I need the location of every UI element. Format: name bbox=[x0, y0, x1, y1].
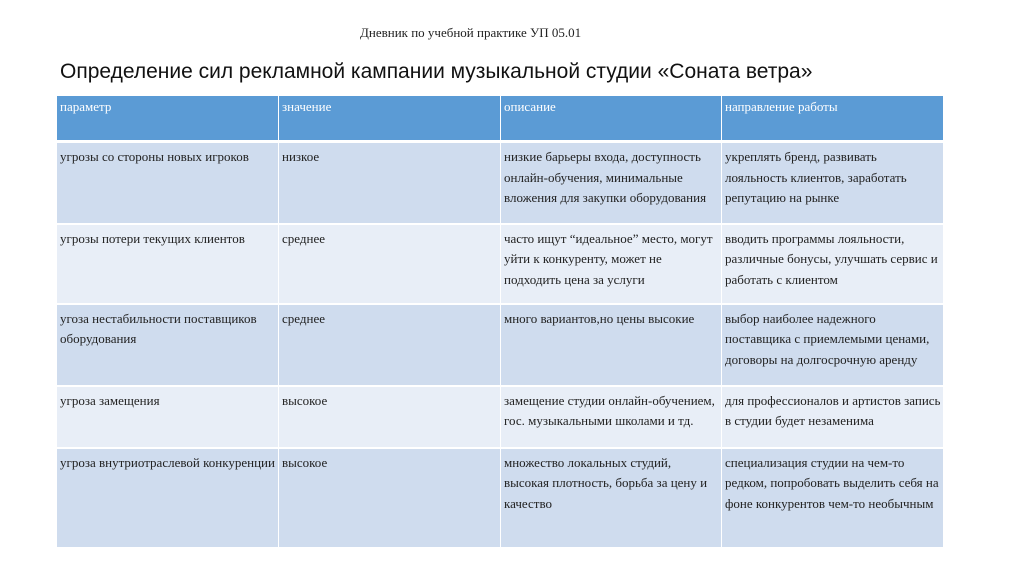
cell-value: высокое bbox=[279, 386, 501, 448]
cell-parameter: угрозы со стороны новых игроков bbox=[57, 142, 279, 224]
column-header-description: описание bbox=[501, 96, 722, 142]
table-row bbox=[57, 304, 944, 386]
column-header-direction: направление работы bbox=[722, 96, 944, 142]
column-header-value: значение bbox=[279, 96, 501, 142]
analysis-table bbox=[56, 96, 944, 549]
table-row bbox=[57, 142, 944, 224]
cell-description: замещение студии онлайн-обучением, гос. музыкальными школами и тд. bbox=[501, 386, 722, 448]
cell-value: среднее bbox=[279, 224, 501, 304]
cell-parameter: угрозы потери текущих клиентов bbox=[57, 224, 279, 304]
cell-direction: вводить программы лояльности, различные бонусы, улучшать сервис и работать с клиентом bbox=[722, 224, 944, 304]
cell-description: часто ищут “идеальное” место, могут уйти к конкуренту, может не подходить цена за услуги bbox=[501, 224, 722, 304]
cell-value: низкое bbox=[279, 142, 501, 224]
document-caption: Дневник по учебной практике УП 05.01 bbox=[360, 25, 582, 40]
table-header-row bbox=[57, 96, 944, 142]
page-title: Определение сил рекламной кампании музыкальной студии «Соната ветра» bbox=[60, 60, 813, 83]
column-header-parameter: параметр bbox=[57, 96, 279, 142]
cell-description: множество локальных студий, высокая плотность, борьба за цену и качество bbox=[501, 448, 722, 548]
table-row bbox=[57, 224, 944, 304]
cell-direction: для профессионалов и артистов запись в студии будет незаменима bbox=[722, 386, 944, 448]
cell-parameter: угроза замещения bbox=[57, 386, 279, 448]
cell-value: среднее bbox=[279, 304, 501, 386]
cell-parameter: угроза внутриотраслевой конкуренции bbox=[57, 448, 279, 548]
cell-direction: укреплять бренд, развивать лояльность клиентов, заработать репутацию на рынке bbox=[722, 142, 944, 224]
cell-parameter: угоза нестабильности поставщиков оборудования bbox=[57, 304, 279, 386]
cell-description: низкие барьеры входа, доступность онлайн-обучения, минимальные вложения для закупки оборудования bbox=[501, 142, 722, 224]
cell-direction: специализация студии на чем-то редком, попробовать выделить себя на фоне конкурентов чем-то необычным bbox=[722, 448, 944, 548]
table-row bbox=[57, 448, 944, 548]
cell-description: много вариантов,но цены высокие bbox=[501, 304, 722, 386]
table-row bbox=[57, 386, 944, 448]
cell-value: высокое bbox=[279, 448, 501, 548]
cell-direction: выбор наиболее надежного поставщика с приемлемыми ценами, договоры на долгосрочную аренду bbox=[722, 304, 944, 386]
